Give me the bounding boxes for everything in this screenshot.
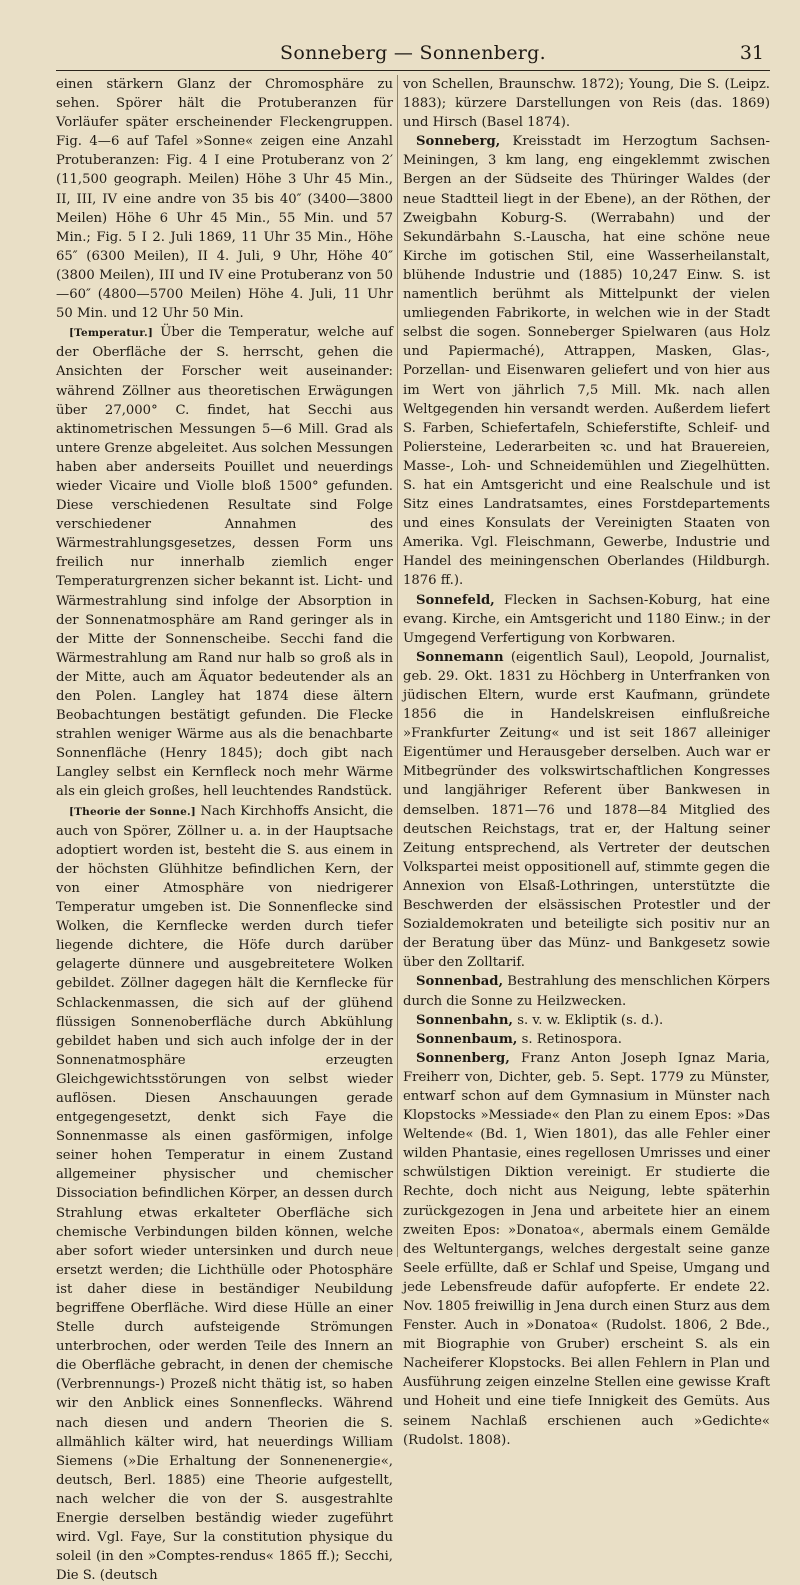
dictionary-entry: [403, 132, 770, 590]
entry-text: s. v. w. Ekliptik (s. d.).: [513, 1012, 664, 1028]
entry-text: Bestrahlung des menschlichen Körpers durch die Sonne zu Heilzwecken.: [403, 974, 770, 1009]
entry-headword: Sonnefeld,: [416, 592, 495, 608]
entry-text: Franz Anton Joseph Ignaz Maria, Freiherr von, Dichter, geb. 5. Sept. 1779 zu Münster, entwarf schon auf dem Gymnasium in Münster nach Klopstocks »Messiade« den Plan zu einem Epos: »Das Weltende« (Bd. 1, Wien 1801), das alle Fehler einer wilden Phantasie, eines regellosen Umrisses und einer schwülstigen Diktion vereinigt. Er studierte die Rechte, doch nicht aus Neigung, lebte späterhin zurückgezogen in Jena und arbeitete hier an einem zweiten Epos: »Donatoa«, abermals einem Gemälde des Weltuntergangs, welches dergestalt seine ganze Seele erfüllte, daß er Schlaf und Speise, Umgang und jede Lebensfreude dafür aufopferte. Er endete 22. Nov. 1805 freiwillig in Jena durch einen Sturz aus dem Fenster. Auch in »Donatoa« (Rudolst. 1806, 2 Bde., mit Biographie von Gruber) erscheint S. als ein Nacheiferer Klopstocks. Bei allen Fehlern in Plan und Ausführung zeigen einzelne Stellen eine gewisse Kraft und Hoheit und eine tiefe Innigkeit des Gemüts. Aus seinem Nachlaß erschienen auch »Gedichte« (Rudolst. 1808).: [403, 1050, 770, 1448]
paragraph: [403, 75, 770, 132]
dictionary-entry: [403, 1011, 770, 1030]
entry-headword: Sonnenbaum,: [416, 1031, 518, 1047]
paragraph-text: von Schellen, Braunschw. 1872); Young, Die S. (Leipz. 1883); kürzere Darstellungen von Reis (das. 1869) und Hirsch (Basel 1874).: [403, 77, 770, 131]
paragraph-text: Nach Kirchhoffs Ansicht, die auch von Spörer, Zöllner u. a. in der Hauptsache adoptiert worden ist, besteht die S. aus einem in der höchsten Glühhitze befindlichen Kern, der von einer Atmosphäre von niedrigerer Temperatur umgeben ist. Die Sonnenflecke sind Wolken, die Kernflecke werden durch tiefer liegende dichtere, die Höfe durch darüber gelagerte dünnere und ausgebreitetere Wolken gebildet. Zöllner dagegen hält die Kernflecke für Schlackenmassen, die sich auf der glühend flüssigen Sonnenoberfläche durch Abkühlung gebildet haben und sich auch infolge der in der Sonnenatmosphäre erzeugten Gleichgewichtsstörungen von selbst wieder auflösen. Diesen Anschauungen gerade entgegengesetzt, denkt sich Faye die Sonnenmasse als einen gasförmigen, infolge seiner hohen Temperatur in einem Zustand allgemeiner physischer und chemischer Dissociation befindlichen Körper, an dessen durch Strahlung etwas erkalteter Oberfläche sich chemische Verbindungen bilden können, welche aber sofort wieder untersinken und durch neue ersetzt werden; die Lichthülle oder Photosphäre ist daher diese in beständiger Neubildung begriffene Oberfläche. Wird diese Hülle an einer Stelle durch aufsteigende Strömungen unterbrochen, oder werden Teile des Innern an die Oberfläche gebracht, in denen der chemische (Verbrennungs-) Prozeß nicht thätig ist, so haben wir den Anblick eines Sonnenflecks. Während nach diesen und andern Theorien die S. allmählich kälter wird, hat neuerdings William Siemens (»Die Erhaltung der Sonnenenergie«, deutsch, Berl. 1885) eine Theorie aufgestellt, nach welcher die von der S. ausgestrahlte Energie derselben beständig wieder zugeführt wird. Vgl. Faye, Sur la constitution physique du soleil (in den »Comptes-rendus« 1865 ff.); Secchi, Die S. (deutsch: [56, 803, 393, 1584]
left-column: [56, 75, 393, 1584]
paragraph: [56, 802, 393, 1585]
page-title: Sonneberg — Sonnenberg.: [280, 42, 546, 64]
dictionary-entry: [403, 1030, 770, 1049]
paragraph-text: Über die Temperatur, welche auf der Oberfläche der S. herrscht, gehen die Ansichten der Forscher weit auseinander: während Zöllner aus theoretischen Erwägungen über 27,000° C. findet, hat Secchi aus aktinometrischen Messungen 5—6 Mill. Grad als untere Grenze abgeleitet. Aus solchen Messungen haben aber anderseits Pouillet und neuerdings wieder Vicaire und Violle bloß 1500° gefunden. Diese verschiedenen Resultate sind Folge verschiedener Annahmen des Wärmestrahlungsgesetzes, dessen Form uns freilich nur innerhalb ziemlich enger Temperaturgrenzen sicher bekannt ist. Licht- und Wärmestrahlung sind infolge der Absorption in der Sonnenatmosphäre am Rand geringer als in der Mitte der Sonnenscheibe. Secchi fand die Wärmestrahlung am Rand nur halb so groß als in der Mitte, auch am Äquator bedeutender als an den Polen. Langley hat 1874 diese ältern Beobachtungen bestätigt gefunden. Die Flecke strahlen weniger Wärme aus als die benachbarte Sonnenfläche (Henry 1845); doch gibt nach Langley selbst ein Kernfleck noch mehr Wärme als ein gleich großes, hell leuchtendes Randstück.: [56, 325, 393, 800]
entry-headword: Sonnemann: [416, 649, 504, 665]
running-header: [56, 30, 770, 71]
entry-headword: Sonnenberg,: [416, 1050, 510, 1066]
paragraph-text: einen stärkern Glanz der Chromosphäre zu sehen. Spörer hält die Protuberanzen für Vorläufer später erscheinender Fleckengruppen. Fig. 4—6 auf Tafel »Sonne« zeigen eine Anzahl Protuberanzen: Fig. 4 I eine Protuberanz von 2′ (11,500 geograph. Meilen) Höhe 3 Uhr 45 Min., II, III, IV eine andre von 35 bis 40″ (3400—3800 Meilen) Höhe 6 Uhr 45 Min., 55 Min. und 57 Min.; Fig. 5 I 2. Juli 1869, 11 Uhr 35 Min., Höhe 65″ (6300 Meilen), II 4. Juli, 9 Uhr, Höhe 40″ (3800 Meilen), III und IV eine Protuberanz von 50—60″ (4800—5700 Meilen) Höhe 4. Juli, 11 Uhr 50 Min. und 12 Uhr 50 Min.: [56, 77, 393, 322]
paragraph: [56, 323, 393, 801]
section-label: [Theorie der Sonne.]: [69, 805, 196, 818]
entry-headword: Sonnenbad,: [416, 974, 504, 990]
entry-headword: Sonnenbahn,: [416, 1012, 514, 1028]
page-number: 31: [739, 42, 764, 64]
dictionary-entry: [403, 1049, 770, 1450]
entry-text: Flecken in Sachsen-Koburg, hat eine evang. Kirche, ein Amtsgericht und 1180 Einw.; in der Umgegend Verfertigung von Korbwaren.: [403, 592, 770, 646]
entry-text: Kreisstadt im Herzogtum Sachsen-Meiningen, 3 km lang, eng eingeklemmt zwischen Bergen an der Südseite des Thüringer Waldes (der neue Stadtteil liegt in der Ebene), an der Röthen, der Zweigbahn Koburg-S. (Werrabahn) und der Sekundärbahn S.-Lauscha, hat eine schöne neue Kirche im gotischen Stil, eine Wasserheilanstalt, blühende Industrie und (1885) 10,247 Einw. S. ist namentlich berühmt als Mittelpunkt der vielen umliegenden Fabrikorte, in welchen wie in der Stadt selbst die sogen. Sonneberger Spielwaren (aus Holz und Papiermaché), Attrappen, Masken, Glas-, Porzellan- und Eisenwaren geliefert und von hier aus im Wert von jährlich 7,5 Mill. Mk. nach allen Weltgegenden hin versandt werden. Außerdem liefert S. Farben, Schiefertafeln, Schieferstifte, Schleif- und Poliersteine, Lederarbeiten ꝛc. und hat Brauereien, Masse-, Loh- und Schneidemühlen und Ziegelhütten. S. hat ein Amtsgericht und eine Realschule und ist Sitz eines Landratsamtes, eines Forstdepartements und eines Konsulats der Vereinigten Staaten von Amerika. Vgl. Fleischmann, Gewerbe, Industrie und Handel des meiningenschen Oberlandes (Hildburgh. 1876 ff.).: [403, 134, 770, 589]
dictionary-entry: [403, 648, 770, 973]
dictionary-entry: [403, 972, 770, 1010]
column-divider: [397, 75, 398, 1257]
entry-text: (eigentlich Saul), Leopold, Journalist, geb. 29. Okt. 1831 zu Höchberg in Unterfranken von jüdischen Eltern, wurde erst Kaufmann, gründete 1856 die in Handelskreisen einflußreiche »Frankfurter Zeitung« und ist seit 1867 alleiniger Eigentümer und Herausgeber derselben. Auch war er Mitbegründer des volkswirtschaftlichen Kongresses und langjähriger Referent über Bankwesen in demselben. 1871—76 und 1878—84 Mitglied des deutschen Reichstags, trat er, der Haltung seiner Zeitung entsprechend, als Vertreter der deutschen Volkspartei meist oppositionell auf, stimmte gegen die Annexion von Elsaß-Lothringen, unterstützte die Beschwerden der elsässischen Protestler und der Sozialdemokraten und beteiligte sich positiv nur an der Beratung über das Münz- und Bankgesetz sowie über den Zolltarif.: [403, 649, 770, 971]
paragraph: [56, 75, 393, 323]
entry-headword: Sonneberg,: [416, 134, 501, 150]
entry-text: s. Retinospora.: [517, 1031, 622, 1047]
right-column: [403, 75, 770, 1448]
dictionary-entry: [403, 591, 770, 648]
section-label: [Temperatur.]: [69, 327, 154, 340]
